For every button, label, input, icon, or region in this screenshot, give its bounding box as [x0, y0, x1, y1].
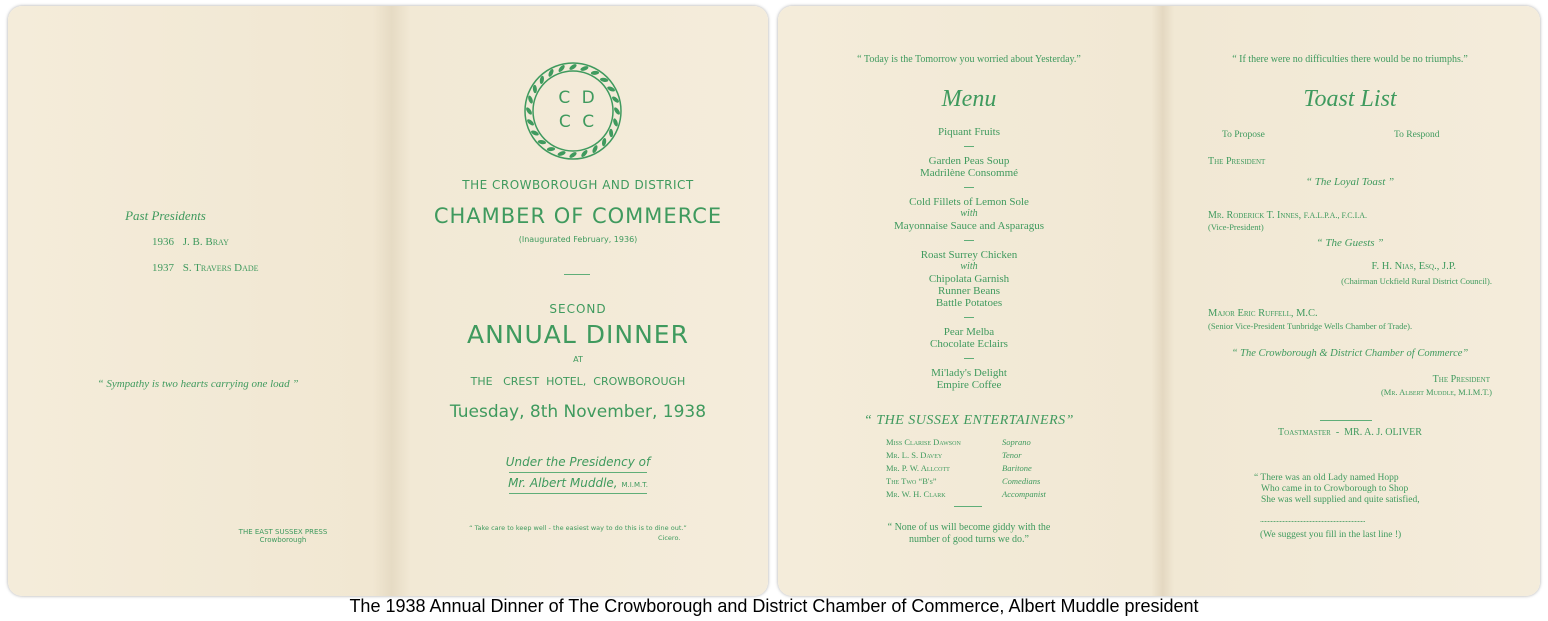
president-name: Mr. Albert Muddle,	[508, 476, 618, 490]
entertainer-row	[886, 462, 1086, 475]
divider	[564, 274, 590, 275]
entertainer-role: Baritone	[1002, 463, 1032, 473]
proposer-3: Major Eric Ruffell, M.C.	[1208, 308, 1318, 319]
laurel-leaf-icon	[568, 63, 577, 71]
at-label: AT	[573, 355, 583, 364]
menu-item: Empire Coffee	[936, 379, 1002, 391]
menu-item: Mi'lady's Delight	[931, 367, 1007, 379]
laurel-wreath-icon	[518, 56, 628, 166]
org-subtitle: THE CROWBOROUGH AND DISTRICT	[462, 178, 694, 192]
back-quote: “ Sympathy is two hearts carrying one load ”	[97, 378, 299, 390]
entertainer-row	[886, 488, 1086, 501]
laurel-leaf-icon	[557, 150, 566, 157]
president-year: 1936	[152, 236, 174, 248]
divider	[509, 472, 647, 473]
proposer-1: The President	[1208, 156, 1266, 167]
president-name: S. Travers Dade	[182, 262, 259, 274]
limerick-line: “ There was an old Lady named Hopp	[1254, 473, 1399, 483]
menu-item: with	[960, 261, 978, 272]
proposer-2	[1208, 210, 1367, 221]
image-caption: The 1938 Annual Dinner of The Crowborough and District Chamber of Commerce, Albert Muddle president	[349, 596, 1199, 616]
menu-page	[778, 6, 1160, 596]
entertainer-row	[886, 436, 1086, 449]
menu-bottom-quote-line: “ None of us will become giddy with the	[887, 522, 1051, 533]
responder-3: The President	[1432, 374, 1490, 385]
course-divider	[964, 240, 974, 241]
limerick-line: Who came in to Crowborough to Shop	[1261, 484, 1409, 494]
president-line	[388, 476, 768, 490]
president-row	[152, 262, 259, 274]
menu-item: Cold Fillets of Lemon Sole	[909, 196, 1029, 208]
menu-item: Madrilène Consommé	[919, 167, 1019, 179]
event-title: ANNUAL DINNER	[467, 320, 689, 349]
entertainer-name: Mr. W. H. Clark	[886, 489, 946, 499]
proposer-2-name: Mr. Roderick T. Innes,	[1208, 210, 1302, 221]
toast-2: “ The Guests ”	[1316, 237, 1384, 249]
limerick-line: She was well supplied and quite satisfied,	[1261, 495, 1420, 505]
logo-line-1: C D	[558, 88, 598, 108]
menu-courses	[778, 126, 1160, 391]
laurel-leaf-icon	[580, 65, 589, 72]
menu-item: Mayonnaise Sauce and Asparagus	[894, 220, 1044, 232]
to-propose-label: To Propose	[1222, 130, 1265, 140]
logo-line-2: C C	[558, 112, 598, 132]
cicero-author: Cicero.	[658, 534, 681, 542]
menu-item: Runner Beans	[937, 285, 1000, 297]
toastmaster-line: Toastmaster - MR. A. J. OLIVER	[1278, 427, 1422, 438]
limerick	[1254, 473, 1420, 506]
responder-2-name: F. H. Nias, Esq., J.P.	[1371, 261, 1456, 272]
menu-bottom-quote	[778, 522, 1160, 546]
menu-item: Roast Surrey Chicken	[920, 249, 1018, 261]
limerick-hint: (We suggest you fill in the last line !)	[1260, 530, 1402, 540]
divider	[509, 493, 647, 494]
printer-name: THE EAST SUSSEX PRESS	[238, 528, 328, 536]
laurel-leaf-icon	[591, 71, 600, 76]
responder-2	[1238, 261, 1498, 272]
to-respond-label: To Respond	[1394, 130, 1440, 140]
toast-1: “ The Loyal Toast ”	[1305, 176, 1395, 188]
entertainer-row	[886, 475, 1086, 488]
venue: THE CREST HOTEL, CROWBOROUGH	[470, 375, 686, 388]
org-title: CHAMBER OF COMMERCE	[433, 204, 723, 228]
course-divider	[964, 187, 974, 188]
laurel-leaf-icon	[547, 147, 556, 152]
menu-card-outer	[8, 6, 768, 596]
president-qualification: M.I.M.T.	[621, 481, 648, 489]
divider	[1320, 420, 1372, 421]
entertainer-role: Accompanist	[1002, 489, 1046, 499]
entertainers-title: “ THE SUSSEX ENTERTAINERS”	[864, 413, 1074, 428]
divider	[954, 506, 982, 507]
entertainer-role: Tenor	[1002, 450, 1022, 460]
responder-3-role: (Mr. Albert Muddle, M.I.M.T.)	[1380, 387, 1492, 397]
entertainer-name: The Two “B's”	[886, 476, 937, 486]
menu-card-inner	[778, 6, 1540, 596]
entertainer-name: Miss Clarise Dawson	[886, 437, 961, 447]
proposer-2-role: (Vice-President)	[1208, 222, 1264, 232]
entertainers-list	[886, 436, 1086, 501]
entertainer-name: Mr. P. W. Allcott	[886, 463, 950, 473]
inaugurated-note: (Inaugurated February, 1936)	[518, 235, 638, 244]
entertainer-name: Mr. L. S. Davey	[886, 450, 943, 460]
president-name: J. B. Bray	[182, 236, 229, 248]
menu-item: Chipolata Garnish	[928, 273, 1010, 285]
laurel-leaf-icon	[568, 151, 577, 159]
limerick-blank-line: ......................................................................	[1260, 515, 1365, 524]
printer-town: Crowborough	[259, 536, 307, 544]
menu-item: Battle Potatoes	[935, 297, 1003, 309]
president-row	[152, 236, 229, 248]
menu-item: Piquant Fruits	[937, 126, 1001, 138]
proposer-3-role: (Senior Vice-President Tunbridge Wells Chamber of Trade).	[1208, 321, 1413, 331]
past-presidents-title: Past Presidents	[125, 208, 206, 223]
menu-bottom-quote-line: number of good turns we do.”	[909, 534, 1029, 545]
menu-item: with	[960, 208, 978, 219]
toast-3: “ The Crowborough & District Chamber of Commerce”	[1231, 348, 1469, 359]
toast-list-page	[1160, 6, 1540, 596]
front-cover	[388, 6, 768, 596]
president-year: 1937	[152, 262, 174, 274]
toast-title: Toast List	[1303, 86, 1397, 112]
menu-title: Menu	[941, 86, 997, 112]
menu-item: Garden Peas Soup	[928, 155, 1010, 167]
presidency-line: Under the Presidency of	[505, 455, 651, 469]
back-cover	[8, 6, 388, 596]
entertainer-role: Soprano	[1002, 437, 1031, 447]
proposer-2-qualifications: F.A.L.P.A., F.C.I.A.	[1303, 211, 1368, 220]
edition-label: SECOND	[549, 302, 607, 316]
entertainer-role: Comedians	[1002, 476, 1041, 486]
course-divider	[964, 358, 974, 359]
menu-item: Pear Melba	[943, 326, 995, 338]
course-divider	[964, 146, 974, 147]
toast-top-quote: “ If there were no difficulties there would be no triumphs.”	[1232, 54, 1468, 65]
menu-item: Chocolate Eclairs	[930, 338, 1008, 350]
cicero-quote: “ Take care to keep well - the easiest way to do this is to dine out.”	[469, 524, 687, 532]
event-date: Tuesday, 8th November, 1938	[449, 402, 707, 422]
menu-top-quote: “ Today is the Tomorrow you worried about Yesterday.”	[857, 54, 1081, 65]
course-divider	[964, 317, 974, 318]
responder-2-role: (Chairman Uckfield Rural District Council).	[1341, 276, 1492, 286]
entertainer-row	[886, 449, 1086, 462]
